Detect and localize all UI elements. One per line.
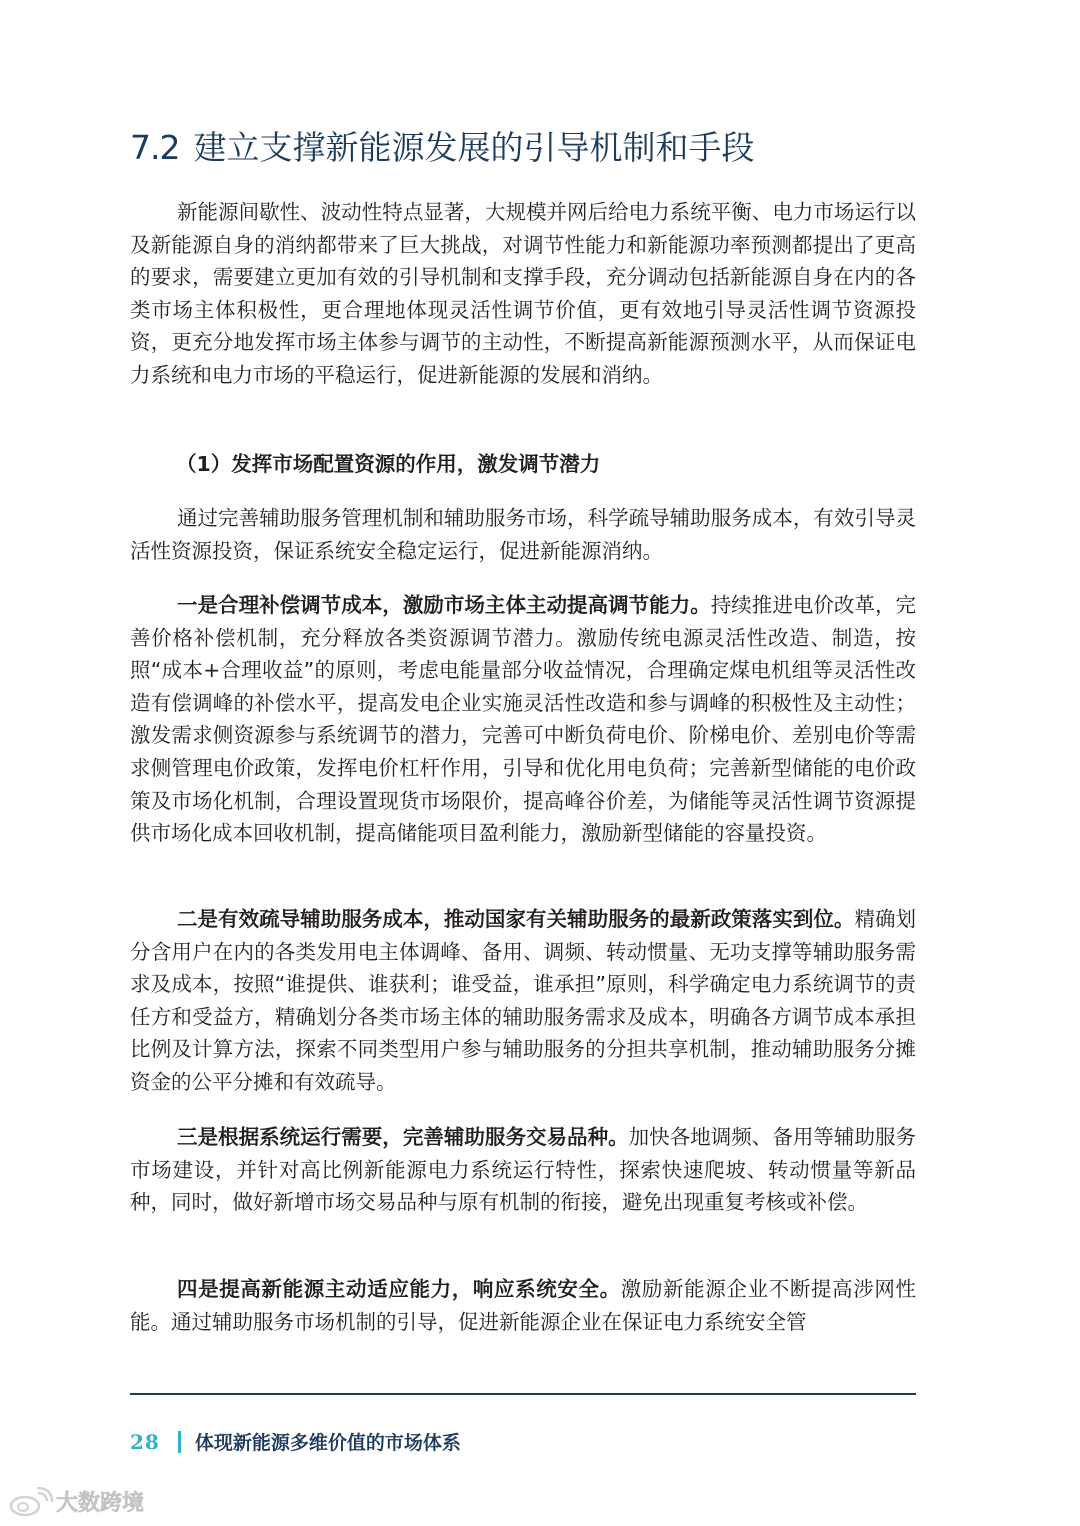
page-footer xyxy=(130,1428,461,1460)
item-3-paragraph xyxy=(130,1121,916,1219)
intro-paragraph: 新能源间歇性、波动性特点显著，大规模并网后给电力系统平衡、电力市场运行以及新能源自身的消纳都带来了巨大挑战，对调节性能力和新能源功率预测都提出了更高的要求，需要建立更加有效的引导机制和支撑手段，充分调动包括新能源自身在内的各类市场主体积极性，更合理地体现灵活性调节价值，更有效地引导灵活性调节资源投资，更充分地发挥市场主体参与调节的主动性，不断提高新能源预测水平，从而保证电力系统和电力市场的平稳运行，促进新能源的发展和消纳。 xyxy=(130,200,916,387)
item-3-lead: 三是根据系统运行需要，完善辅助服务交易品种。 xyxy=(177,1125,629,1149)
item-4-block xyxy=(130,1273,916,1338)
item-2-lead: 二是有效疏导辅助服务成本，推动国家有关辅助服务的最新政策落实到位。 xyxy=(177,907,855,931)
weibo-logo-icon xyxy=(8,1487,54,1517)
sub-intro-paragraph: 通过完善辅助服务管理机制和辅助服务市场，科学疏导辅助服务成本，有效引导灵活性资源投资，保证系统安全稳定运行，促进新能源消纳。 xyxy=(130,506,916,563)
footer-title: 体现新能源多维价值的市场体系 xyxy=(194,1432,461,1454)
page-number: 28 xyxy=(130,1429,160,1454)
section-title xyxy=(130,124,930,172)
item-1-lead: 一是合理补偿调节成本，激励市场主体主动提高调节能力。 xyxy=(177,593,711,617)
item-4-paragraph xyxy=(130,1273,916,1338)
section-title-text: 建立支撑新能源发展的引导机制和手段 xyxy=(193,128,755,167)
footer-divider xyxy=(130,1393,916,1395)
item-2-block xyxy=(130,903,916,1099)
item-1-body: 持续推进电价改革，完善价格补偿机制，充分释放各类资源调节潜力。激励传统电源灵活性改造、制造，按照“成本+合理收益”的原则，考虑电能量部分收益情况，合理确定煤电机组等灵活性改造有偿调峰的补偿水平，提高发电企业实施灵活性改造和参与调峰的积极性及主动性；激发需求侧资源参与系统调节的潜力，完善可中断负荷电价、阶梯电价、差别电价等需求侧管理电价政策，发挥电价杠杆作用，引导和优化用电负荷；完善新型储能的电价政策及市场化机制，合理设置现货市场限价，提高峰谷价差，为储能等灵活性调节资源提供市场化成本回收机制，提高储能项目盈利能力，激励新型储能的容量投资。 xyxy=(130,593,917,846)
section-number: 7.2 xyxy=(130,128,180,167)
footer-separator xyxy=(178,1431,181,1453)
sub-intro-block xyxy=(130,502,916,567)
item-2-body: 精确划分含用户在内的各类发用电主体调峰、备用、调频、转动惯量、无功支撑等辅助服务需求及成本，按照“谁提供、谁获利；谁受益，谁承担”原则，科学确定电力系统调节的责任方和受益方，精确划分各类市场主体的辅助服务需求及成本，明确各方调节成本承担比例及计算方法，探索不同类型用户参与辅助服务的分担共享机制，推动辅助服务分摊资金的公平分摊和有效疏导。 xyxy=(130,907,917,1094)
item-1-block xyxy=(130,589,916,850)
watermark xyxy=(8,1486,144,1520)
item-3-body: 加快各地调频、备用等辅助服务市场建设，并针对高比例新能源电力系统运行特性，探索快速爬坡、转动惯量等新品种，同时，做好新增市场交易品种与原有机制的衔接，避免出现重复考核或补偿。 xyxy=(130,1125,917,1215)
item-4-body: 激励新能源企业不断提高涉网性能。通过辅助服务市场机制的引导，促进新能源企业在保证电力系统安全管 xyxy=(130,1277,917,1334)
sub-heading: （1）发挥市场配置资源的作用，激发调节潜力 xyxy=(176,452,601,476)
item-3-block xyxy=(130,1121,916,1219)
item-1-paragraph xyxy=(130,589,916,850)
watermark-text: 大数跨境 xyxy=(56,1491,145,1516)
item-2-paragraph xyxy=(130,903,916,1099)
item-4-lead: 四是提高新能源主动适应能力，响应系统安全。 xyxy=(177,1277,621,1301)
intro-paragraph-block xyxy=(130,196,916,392)
